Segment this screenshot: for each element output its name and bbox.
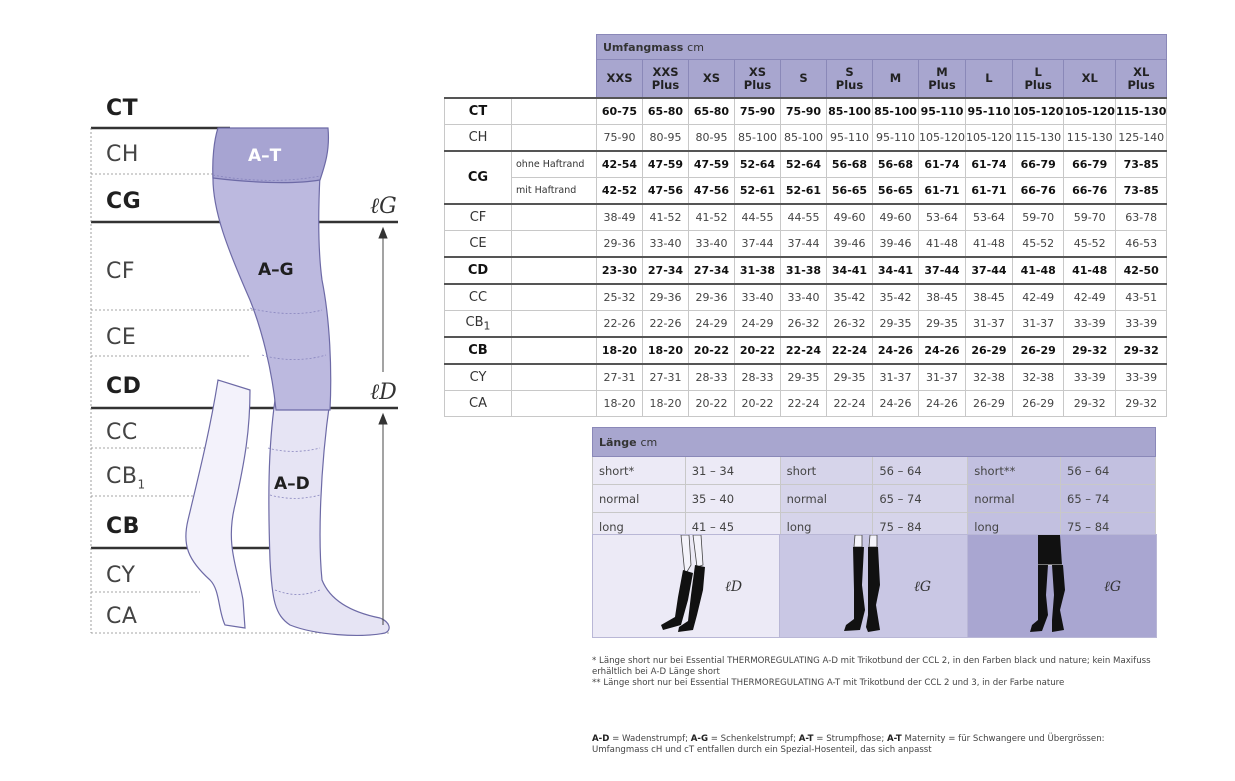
row-subkey bbox=[512, 125, 597, 152]
table-row bbox=[445, 178, 1167, 205]
table-cell: 31-37 bbox=[965, 311, 1012, 338]
leg-label-cy: CY bbox=[106, 563, 136, 588]
table-cell: normal bbox=[780, 485, 873, 513]
row-key-text: CB bbox=[468, 343, 488, 358]
row-subkey bbox=[512, 284, 597, 311]
table-cell: 66-79 bbox=[1064, 151, 1116, 178]
table-cell: 49-60 bbox=[827, 204, 873, 231]
table-cell: 29-32 bbox=[1115, 337, 1167, 364]
table-cell: short* bbox=[593, 457, 686, 485]
size-header-cell bbox=[597, 60, 643, 99]
table-cell: 37-44 bbox=[781, 231, 827, 258]
size-table-title: Umfangmass cm bbox=[597, 35, 1167, 60]
size-header-cell bbox=[827, 60, 873, 99]
table-cell: 33-40 bbox=[735, 284, 781, 311]
table-cell: 27-31 bbox=[597, 364, 643, 391]
table-cell: 105-120 bbox=[965, 125, 1012, 152]
size-header-cell bbox=[1115, 60, 1167, 99]
table-cell: 26-29 bbox=[1012, 391, 1064, 417]
table-cell: 20-22 bbox=[735, 337, 781, 364]
table-row bbox=[445, 204, 1167, 231]
table-cell: 46-53 bbox=[1115, 231, 1167, 258]
legs-at-image bbox=[968, 535, 1156, 637]
table-cell: 22-26 bbox=[597, 311, 643, 338]
size-header-text: L bbox=[1034, 64, 1042, 79]
table-cell: 47-59 bbox=[643, 151, 689, 178]
table-cell: 47-56 bbox=[643, 178, 689, 205]
size-header-text: S bbox=[845, 64, 854, 79]
table-cell: 53-64 bbox=[965, 204, 1012, 231]
table-row bbox=[445, 98, 1167, 125]
thumb-ad bbox=[592, 534, 780, 638]
row-key bbox=[445, 257, 512, 284]
table-cell: 53-64 bbox=[919, 204, 966, 231]
table-cell: 52-61 bbox=[735, 178, 781, 205]
table-cell: 39-46 bbox=[827, 231, 873, 258]
size-header-cell bbox=[1012, 60, 1064, 99]
table-cell: 24-26 bbox=[919, 337, 966, 364]
length-label-ld: ℓD bbox=[370, 380, 397, 405]
table-row bbox=[445, 151, 1167, 178]
table-cell: 27-34 bbox=[689, 257, 735, 284]
table-cell: 35-42 bbox=[827, 284, 873, 311]
table-cell: 42-49 bbox=[1012, 284, 1064, 311]
table-cell: 31 – 34 bbox=[685, 457, 780, 485]
table-cell: 28-33 bbox=[689, 364, 735, 391]
size-header-text: M bbox=[889, 71, 902, 85]
row-key-text: CH bbox=[468, 130, 488, 145]
table-row bbox=[445, 364, 1167, 391]
length-label-lg: ℓG bbox=[370, 194, 397, 219]
table-cell: 43-51 bbox=[1115, 284, 1167, 311]
table-cell: 33-40 bbox=[643, 231, 689, 258]
table-cell: 32-38 bbox=[1012, 364, 1064, 391]
leg-label-ca: CA bbox=[106, 604, 138, 629]
row-key bbox=[445, 364, 512, 391]
row-key bbox=[445, 204, 512, 231]
table-cell: 42-50 bbox=[1115, 257, 1167, 284]
table-cell: 34-41 bbox=[827, 257, 873, 284]
table-cell: 26-29 bbox=[1012, 337, 1064, 364]
footnote-1: * Länge short nur bei Essential THERMOREGULATING A-D mit Trikotbund der CCL 2, in den Farben black und nature; kein Maxifuss erhältlich bei A-D Länge short bbox=[592, 656, 1151, 677]
table-cell: 65-80 bbox=[689, 98, 735, 125]
table-row bbox=[445, 391, 1167, 417]
table-cell: 29-35 bbox=[827, 364, 873, 391]
zone-ad-shape bbox=[269, 400, 389, 635]
table-cell: 24-29 bbox=[735, 311, 781, 338]
table-row bbox=[445, 125, 1167, 152]
table-cell: 33-39 bbox=[1115, 364, 1167, 391]
size-header-text: Plus bbox=[1024, 77, 1052, 92]
table-cell: 29-36 bbox=[689, 284, 735, 311]
table-row bbox=[593, 457, 1156, 485]
table-cell: 47-59 bbox=[689, 151, 735, 178]
table-cell: 45-52 bbox=[1012, 231, 1064, 258]
row-subkey bbox=[512, 204, 597, 231]
table-cell: 20-22 bbox=[689, 391, 735, 417]
table-cell: 31-38 bbox=[735, 257, 781, 284]
row-key-subscript: 1 bbox=[483, 319, 491, 333]
row-key-text: CB bbox=[465, 314, 484, 330]
table-cell: 56 – 64 bbox=[873, 457, 968, 485]
table-cell: 56 – 64 bbox=[1061, 457, 1156, 485]
row-key bbox=[445, 125, 512, 152]
length-table bbox=[592, 427, 1156, 541]
table-cell: 75 – 84 bbox=[1061, 513, 1156, 541]
table-cell: 105-120 bbox=[1064, 98, 1116, 125]
size-header-cell bbox=[643, 60, 689, 99]
table-cell: 80-95 bbox=[643, 125, 689, 152]
table-cell: 31-37 bbox=[919, 364, 966, 391]
row-subkey: mit Haftrand bbox=[512, 178, 597, 205]
table-cell: 20-22 bbox=[689, 337, 735, 364]
table-cell: 52-64 bbox=[781, 151, 827, 178]
table-row bbox=[445, 311, 1167, 338]
row-key-text: CC bbox=[468, 290, 488, 305]
table-cell: 38-45 bbox=[919, 284, 966, 311]
table-cell: 44-55 bbox=[781, 204, 827, 231]
row-subkey bbox=[512, 257, 597, 284]
table-cell: 66-79 bbox=[1012, 151, 1064, 178]
table-cell: 33-39 bbox=[1064, 364, 1116, 391]
table-cell: short bbox=[780, 457, 873, 485]
table-cell: 41-48 bbox=[1012, 257, 1064, 284]
row-key: CG bbox=[445, 151, 512, 204]
length-table-title: Länge cm bbox=[593, 428, 1156, 457]
table-cell: 61-71 bbox=[965, 178, 1012, 205]
table-cell: 22-24 bbox=[781, 391, 827, 417]
size-header-cell bbox=[1064, 60, 1116, 99]
table-cell: normal bbox=[593, 485, 686, 513]
table-cell: 65 – 74 bbox=[873, 485, 968, 513]
table-cell: 73-85 bbox=[1115, 151, 1167, 178]
table-cell: 26-32 bbox=[827, 311, 873, 338]
size-header-text: XL bbox=[1081, 71, 1098, 85]
size-header-cell bbox=[781, 60, 827, 99]
table-cell: 33-40 bbox=[781, 284, 827, 311]
row-subkey bbox=[512, 231, 597, 258]
table-cell: 61-74 bbox=[919, 151, 966, 178]
table-cell: 95-110 bbox=[965, 98, 1012, 125]
size-header-cell bbox=[689, 60, 735, 99]
row-key bbox=[445, 98, 512, 125]
legend-note: A-D = Wadenstrumpf; A-G = Schenkelstrumpf; A-T = Strumpfhose; A-T Maternity = für Schwangere und Übergrössen: Umfangmass cH und cT entfallen durch ein Spezial-Hosenteil, das sich anpasst bbox=[592, 734, 1105, 755]
table-cell: 75-90 bbox=[735, 98, 781, 125]
table-cell: long bbox=[968, 513, 1061, 541]
row-subkey: ohne Haftrand bbox=[512, 151, 597, 178]
leg-label-cg: CG bbox=[106, 189, 142, 214]
table-cell: short** bbox=[968, 457, 1061, 485]
row-subkey bbox=[512, 98, 597, 125]
table-cell: 39-46 bbox=[873, 231, 919, 258]
table-cell: 63-78 bbox=[1115, 204, 1167, 231]
size-header-text: XS bbox=[748, 64, 767, 79]
row-key bbox=[445, 391, 512, 417]
thumb-ag bbox=[779, 534, 968, 638]
size-table bbox=[444, 34, 1167, 417]
table-cell: 44-55 bbox=[735, 204, 781, 231]
table-cell: 75-90 bbox=[597, 125, 643, 152]
table-cell: 22-26 bbox=[643, 311, 689, 338]
table-cell: 41 – 45 bbox=[685, 513, 780, 541]
blank-corner bbox=[445, 35, 597, 60]
table-cell: 47-56 bbox=[689, 178, 735, 205]
table-cell: 27-31 bbox=[643, 364, 689, 391]
table-cell: 24-26 bbox=[919, 391, 966, 417]
table-cell: 61-71 bbox=[919, 178, 966, 205]
size-header-cell bbox=[735, 60, 781, 99]
table-cell: 33-40 bbox=[689, 231, 735, 258]
table-cell: 115-130 bbox=[1064, 125, 1116, 152]
row-key-text: CT bbox=[468, 104, 488, 119]
table-cell: 85-100 bbox=[781, 125, 827, 152]
table-cell: 59-70 bbox=[1064, 204, 1116, 231]
size-header-text: L bbox=[985, 71, 993, 85]
zone-label-ag: A–G bbox=[258, 260, 294, 280]
table-cell: 29-32 bbox=[1115, 391, 1167, 417]
table-cell: 29-35 bbox=[873, 311, 919, 338]
legs-ag-image bbox=[780, 535, 967, 637]
table-cell: 37-44 bbox=[919, 257, 966, 284]
leg-illustration bbox=[0, 0, 420, 650]
table-cell: 42-52 bbox=[597, 178, 643, 205]
table-cell: 49-60 bbox=[873, 204, 919, 231]
table-cell: 29-32 bbox=[1064, 391, 1116, 417]
row-key-text: CF bbox=[469, 210, 487, 225]
table-cell: 29-32 bbox=[1064, 337, 1116, 364]
table-cell: 24-29 bbox=[689, 311, 735, 338]
zone-label-ad: A–D bbox=[274, 474, 310, 494]
footnote-2: ** Länge short nur bei Essential THERMOREGULATING A-T mit Trikotbund der CCL 2 und 3, in der Farbe nature bbox=[592, 678, 1065, 688]
size-header-text: Plus bbox=[928, 77, 956, 92]
table-cell: 41-52 bbox=[689, 204, 735, 231]
table-cell: long bbox=[780, 513, 873, 541]
table-cell: 18-20 bbox=[597, 391, 643, 417]
size-header-text: XL bbox=[1133, 64, 1150, 79]
table-cell: 56-68 bbox=[827, 151, 873, 178]
row-key bbox=[445, 311, 512, 338]
row-subkey bbox=[512, 391, 597, 417]
row-subkey bbox=[512, 364, 597, 391]
table-cell: 18-20 bbox=[597, 337, 643, 364]
size-table-body bbox=[445, 98, 1167, 417]
blank-corner bbox=[445, 60, 597, 99]
table-cell: 52-61 bbox=[781, 178, 827, 205]
size-header-text: XXS bbox=[652, 64, 679, 79]
table-cell: 45-52 bbox=[1064, 231, 1116, 258]
table-cell: 66-76 bbox=[1012, 178, 1064, 205]
table-cell: 22-24 bbox=[827, 391, 873, 417]
table-cell: 66-76 bbox=[1064, 178, 1116, 205]
table-cell: 24-26 bbox=[873, 337, 919, 364]
table-cell: 65 – 74 bbox=[1061, 485, 1156, 513]
thumb-at-label: ℓG bbox=[1104, 579, 1122, 595]
table-cell: 60-75 bbox=[597, 98, 643, 125]
table-cell: 29-36 bbox=[597, 231, 643, 258]
size-header-cell bbox=[919, 60, 966, 99]
table-cell: 31-37 bbox=[873, 364, 919, 391]
table-cell: 56-65 bbox=[827, 178, 873, 205]
table-cell: 65-80 bbox=[643, 98, 689, 125]
table-cell: 85-100 bbox=[873, 98, 919, 125]
table-cell: 75 – 84 bbox=[873, 513, 968, 541]
table-row bbox=[593, 485, 1156, 513]
leg-label-ct: CT bbox=[106, 96, 139, 121]
table-cell: 52-64 bbox=[735, 151, 781, 178]
leg-label-ch: CH bbox=[106, 142, 139, 167]
thumb-ad-label: ℓD bbox=[725, 579, 743, 595]
table-cell: 26-29 bbox=[965, 337, 1012, 364]
leg-diagram bbox=[0, 0, 420, 654]
row-key-text: CY bbox=[469, 370, 487, 385]
table-cell: 95-110 bbox=[919, 98, 966, 125]
table-cell: 35-42 bbox=[873, 284, 919, 311]
size-header-text: Plus bbox=[1127, 77, 1155, 92]
table-cell: 37-44 bbox=[965, 257, 1012, 284]
table-cell: 35 – 40 bbox=[685, 485, 780, 513]
table-cell: 34-41 bbox=[873, 257, 919, 284]
table-cell: 28-33 bbox=[735, 364, 781, 391]
table-cell: 22-24 bbox=[781, 337, 827, 364]
size-header-cell bbox=[873, 60, 919, 99]
row-key-text: CD bbox=[467, 263, 489, 278]
table-cell: 23-30 bbox=[597, 257, 643, 284]
size-header-text: Plus bbox=[743, 77, 772, 92]
leg-label-cb1: $CB_1$ bbox=[106, 464, 146, 492]
zone-ag-shape bbox=[213, 175, 331, 410]
row-key bbox=[445, 231, 512, 258]
table-cell: 37-44 bbox=[735, 231, 781, 258]
table-cell: 18-20 bbox=[643, 337, 689, 364]
row-key-text: CA bbox=[469, 396, 487, 411]
table-cell: 73-85 bbox=[1115, 178, 1167, 205]
size-header-row bbox=[445, 60, 1167, 99]
legs-ad-image bbox=[593, 535, 779, 637]
row-subkey bbox=[512, 337, 597, 364]
table-row bbox=[445, 257, 1167, 284]
table-cell: 38-49 bbox=[597, 204, 643, 231]
table-cell: 38-45 bbox=[965, 284, 1012, 311]
table-cell: 20-22 bbox=[735, 391, 781, 417]
size-header-text: Plus bbox=[835, 77, 864, 92]
leg-label-ce: CE bbox=[106, 325, 137, 350]
table-cell: 61-74 bbox=[965, 151, 1012, 178]
table-cell: 125-140 bbox=[1115, 125, 1167, 152]
row-subkey bbox=[512, 311, 597, 338]
table-cell: 25-32 bbox=[597, 284, 643, 311]
zone-label-at: A–T bbox=[248, 146, 282, 166]
table-cell: 31-37 bbox=[1012, 311, 1064, 338]
table-cell: 33-39 bbox=[1064, 311, 1116, 338]
size-header-text: XXS bbox=[606, 71, 633, 85]
table-row bbox=[445, 231, 1167, 258]
table-cell: 80-95 bbox=[689, 125, 735, 152]
table-cell: 59-70 bbox=[1012, 204, 1064, 231]
table-cell: 115-130 bbox=[1115, 98, 1167, 125]
table-cell: 95-110 bbox=[873, 125, 919, 152]
table-cell: 105-120 bbox=[1012, 98, 1064, 125]
size-header-text: XS bbox=[702, 71, 721, 85]
thumb-ag-label: ℓG bbox=[914, 579, 932, 595]
table-cell: 42-49 bbox=[1064, 284, 1116, 311]
table-cell: 18-20 bbox=[643, 391, 689, 417]
table-cell: long bbox=[593, 513, 686, 541]
table-cell: 85-100 bbox=[735, 125, 781, 152]
row-key bbox=[445, 337, 512, 364]
table-cell: 41-48 bbox=[965, 231, 1012, 258]
table-cell: 29-35 bbox=[781, 364, 827, 391]
table-cell: 32-38 bbox=[965, 364, 1012, 391]
table-cell: 29-35 bbox=[919, 311, 966, 338]
table-cell: 41-48 bbox=[1064, 257, 1116, 284]
table-cell: 56-68 bbox=[873, 151, 919, 178]
table-cell: normal bbox=[968, 485, 1061, 513]
table-row bbox=[445, 284, 1167, 311]
table-cell: 29-36 bbox=[643, 284, 689, 311]
leg-label-cb: CB bbox=[106, 514, 140, 539]
leg-label-cd: CD bbox=[106, 374, 142, 399]
leg-label-cf: CF bbox=[106, 259, 136, 284]
table-cell: 105-120 bbox=[919, 125, 966, 152]
table-cell: 75-90 bbox=[781, 98, 827, 125]
table-cell: 24-26 bbox=[873, 391, 919, 417]
thumb-at bbox=[967, 534, 1157, 638]
leg-label-cc: CC bbox=[106, 420, 138, 445]
size-header-cell bbox=[965, 60, 1012, 99]
table-cell: 115-130 bbox=[1012, 125, 1064, 152]
size-header-text: S bbox=[799, 71, 808, 85]
table-cell: 22-24 bbox=[827, 337, 873, 364]
table-cell: 41-52 bbox=[643, 204, 689, 231]
table-cell: 41-48 bbox=[919, 231, 966, 258]
row-key bbox=[445, 284, 512, 311]
table-cell: 42-54 bbox=[597, 151, 643, 178]
table-cell: 31-38 bbox=[781, 257, 827, 284]
table-cell: 85-100 bbox=[827, 98, 873, 125]
size-header-text: M bbox=[936, 64, 948, 79]
row-key-text: CE bbox=[469, 236, 487, 251]
table-cell: 33-39 bbox=[1115, 311, 1167, 338]
table-cell: 26-32 bbox=[781, 311, 827, 338]
table-cell: 26-29 bbox=[965, 391, 1012, 417]
table-row bbox=[445, 337, 1167, 364]
table-cell: 95-110 bbox=[827, 125, 873, 152]
table-cell: 56-65 bbox=[873, 178, 919, 205]
size-header-text: Plus bbox=[651, 77, 680, 92]
length-table-body bbox=[593, 457, 1156, 541]
table-cell: 27-34 bbox=[643, 257, 689, 284]
